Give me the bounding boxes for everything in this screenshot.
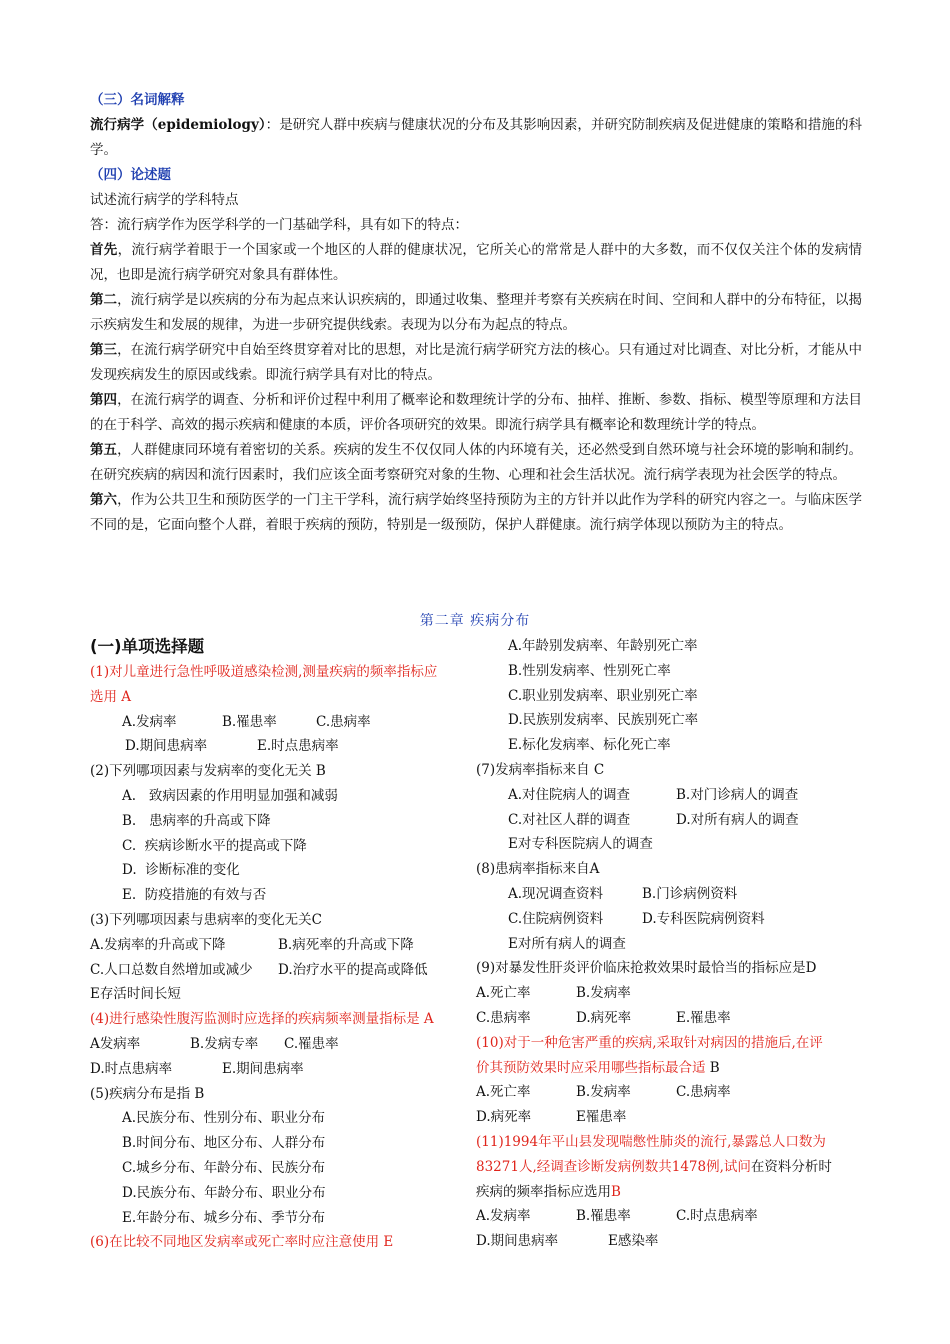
essay-point xyxy=(90,288,862,338)
question-11-cont xyxy=(476,1155,868,1180)
option: E存活时间长短 xyxy=(90,986,181,1003)
option: B.性别发病率、性别死亡率 xyxy=(508,662,671,679)
option-row xyxy=(476,882,868,907)
chapter-title: 第二章 疾病分布 xyxy=(419,613,531,629)
option: E.期间患病率 xyxy=(222,1060,304,1077)
point-text: ，流行病学是以疾病的分布为起点来认识疾病的，即通过收集、整理并考察有关疾病在时间、空间和人群中的分布特征，以揭示疾病发生和发展的规律，为进一步研究提供线索。表现为以分布为起点的特点。 xyxy=(90,292,863,333)
option: C.职业别发病率、职业别死亡率 xyxy=(508,687,698,704)
option-row xyxy=(476,1080,868,1105)
option: C.时点患病率 xyxy=(676,1208,758,1225)
option: D.专科医院病例资料 xyxy=(642,910,765,927)
option: E感染率 xyxy=(608,1233,659,1250)
essay-point xyxy=(90,488,862,538)
point-label: 第二 xyxy=(90,292,118,308)
option: E. 防疫措施的有效与否 xyxy=(122,887,267,904)
option: E.年龄分布、城乡分布、季节分布 xyxy=(122,1209,326,1226)
option-row xyxy=(476,1229,868,1254)
question-11-text-plain: 疾病的频率指标应选用 xyxy=(476,1183,611,1200)
option-row xyxy=(90,958,475,983)
question-7: (7)发病率指标来自 C xyxy=(476,761,605,778)
essay-point xyxy=(90,388,862,438)
option: E.时点患病率 xyxy=(257,738,339,755)
option: C. 疾病诊断水平的提高或下降 xyxy=(122,837,307,854)
option: B.发病率 xyxy=(576,1084,631,1101)
point-text: ，人群健康同环境有着密切的关系。疾病的发生不仅仅同人体的内环境有关，还必然受到自然环境与社会环境的影响和制约。在研究疾病的病因和流行因素时，我们应该全面考察研究对象的生物、心理和社会生活状况。流行病学表现为社会医学的特点。 xyxy=(90,442,863,483)
option-row xyxy=(476,1006,868,1031)
option: B.发病率 xyxy=(576,985,631,1002)
option: D. 诊断标准的变化 xyxy=(122,862,240,879)
option-row xyxy=(476,808,868,833)
section-title-terms: （三）名词解释 xyxy=(90,92,185,108)
point-text: ，在流行病学研究中自始至终贯穿着对比的思想，对比是流行病学研究方法的核心。只有通过对比调查、对比分析，才能从中发现疾病发生的原因或线索。即流行病学具有对比的特点。 xyxy=(90,342,863,383)
question-1: (1)对儿童进行急性呼吸道感染检测,测量疾病的频率指标应 xyxy=(90,664,438,680)
question-4: (4)进行感染性腹泻监测时应选择的疾病频率测量指标是 A xyxy=(90,1011,434,1028)
option: D.病死率 xyxy=(576,1009,632,1026)
question-10: (10)对于一种危害严重的疾病,采取针对病因的措施后,在评 xyxy=(476,1034,823,1051)
option: B. 患病率的升高或下降 xyxy=(122,812,271,829)
essay-point xyxy=(90,338,862,388)
point-label: 第四 xyxy=(90,392,118,408)
mcq-heading: (一)单项选择题 xyxy=(90,637,205,656)
option: B.对门诊病人的调查 xyxy=(676,786,799,803)
option: E对专科医院病人的调查 xyxy=(508,836,653,853)
option: C.患病率 xyxy=(676,1084,731,1101)
option-row xyxy=(90,933,475,958)
option: D.民族分布、年龄分布、职业分布 xyxy=(122,1184,326,1201)
option: B.时间分布、地区分布、人群分布 xyxy=(122,1135,326,1152)
term-def: ：是研究人群中疾病与健康状况的分布及其影响因素，并研究防制疾病及促进健康的策略和措施的科学。 xyxy=(90,117,862,158)
option-row xyxy=(476,783,868,808)
question-8: (8)患病率指标来自A xyxy=(476,861,600,878)
option: B.病死率的升高或下降 xyxy=(278,936,414,953)
essay-point xyxy=(90,438,862,488)
option: C.对社区人群的调查 xyxy=(508,811,631,828)
option-row xyxy=(90,710,475,735)
point-text: ，在流行病学的调查、分析和评价过程中利用了概率论和数理统计学的分布、抽样、推断、参数、指标、模型等原理和方法目的在于科学、高效的揭示疾病和健康的本质，评价各项研究的效果。即流行病学具有概率论和数理统计学的特点。 xyxy=(90,392,863,433)
option-row xyxy=(90,734,475,759)
question-11: (11)1994年平山县发现喘憋性肺炎的流行,暴露总人口数为 xyxy=(476,1133,826,1150)
term-label: 流行病学（epidemiology） xyxy=(90,117,266,133)
option-row xyxy=(90,1057,475,1082)
question-2: (2)下列哪项因素与发病率的变化无关 B xyxy=(90,763,326,780)
option: C.罹患率 xyxy=(284,1035,339,1052)
question-6: (6)在比较不同地区发病率或死亡率时应注意使用 E xyxy=(90,1234,394,1251)
option: E.标化发病率、标化死亡率 xyxy=(508,737,671,754)
essay-intro: 答：流行病学作为医学科学的一门基础学科，具有如下的特点： xyxy=(90,217,468,233)
option: B.罹患率 xyxy=(222,713,277,730)
option: E对所有病人的调查 xyxy=(508,935,626,952)
question-10-cont xyxy=(476,1056,868,1081)
question-11-text: 83271人,经调查诊断发病例数共1478例,试问 xyxy=(476,1158,751,1175)
option-row xyxy=(476,907,868,932)
option-row xyxy=(476,981,868,1006)
point-label: 第六 xyxy=(90,492,118,508)
option: A. 致病因素的作用明显加强和减弱 xyxy=(122,787,338,804)
option: E罹患率 xyxy=(576,1109,627,1126)
option: D.对所有病人的调查 xyxy=(676,811,799,828)
option: A.发病率 xyxy=(476,1208,531,1225)
option: E.罹患率 xyxy=(676,1009,731,1026)
option: A.发病率的升高或下降 xyxy=(90,936,226,953)
option: C.城乡分布、年龄分布、民族分布 xyxy=(122,1159,326,1176)
option-row xyxy=(476,1105,868,1130)
question-9: (9)对暴发性肝炎评价临床抢救效果时最恰当的指标应是D xyxy=(476,960,817,977)
upper-text-block xyxy=(90,88,862,538)
option: B.罹患率 xyxy=(576,1208,631,1225)
question-5: (5)疾病分布是指 B xyxy=(90,1085,205,1102)
point-text: ，作为公共卫生和预防医学的一门主干学科，流行病学始终坚持预防为主的方针并以此作为学科的研究内容之一。与临床医学不同的是，它面向整个人群，着眼于疾病的预防，特别是一级预防，保护人群健康。流行病学体现以预防为主的特点。 xyxy=(90,492,863,533)
option: A.死亡率 xyxy=(476,1084,531,1101)
option: A发病率 xyxy=(90,1035,141,1052)
option: D.民族别发病率、民族别死亡率 xyxy=(508,712,699,729)
option: C.患病率 xyxy=(316,713,371,730)
option: B.门诊病例资料 xyxy=(642,885,738,902)
option: C.患病率 xyxy=(476,1009,531,1026)
option-row xyxy=(476,1204,868,1229)
option: C.人口总数自然增加或减少 xyxy=(90,961,253,978)
option: D.时点患病率 xyxy=(90,1060,173,1077)
question-11-cont xyxy=(476,1180,868,1205)
point-label: 第三 xyxy=(90,342,118,358)
option: C.住院病例资料 xyxy=(508,910,604,927)
essay-question: 试述流行病学的学科特点 xyxy=(90,192,239,208)
essay-point xyxy=(90,238,862,288)
option: D.期间患病率 xyxy=(125,738,208,755)
option: A.死亡率 xyxy=(476,985,531,1002)
option: B.发病专率 xyxy=(190,1035,259,1052)
option: A.现况调查资料 xyxy=(508,885,604,902)
question-1-cont: 选用 A xyxy=(90,688,132,705)
option: A.对住院病人的调查 xyxy=(508,786,631,803)
option: A.年龄别发病率、年龄别死亡率 xyxy=(508,638,698,654)
left-column xyxy=(90,634,475,1255)
option: A.发病率 xyxy=(122,713,177,730)
question-11-text-plain: 在资料分析时 xyxy=(750,1158,832,1175)
question-3: (3)下列哪项因素与患病率的变化无关C xyxy=(90,911,322,928)
answer-letter: B xyxy=(705,1059,720,1076)
point-label: 第五 xyxy=(90,442,118,458)
point-label: 首先 xyxy=(90,242,118,258)
question-10-text: 价其预防效果时应采用哪些指标最合适 xyxy=(476,1059,706,1076)
right-column xyxy=(476,634,868,1254)
point-text: ，流行病学着眼于一个国家或一个地区的人群的健康状况，它所关心的常常是人群中的大多数，而不仅仅关注个体的发病情况，也即是流行病学研究对象具有群体性。 xyxy=(90,242,863,283)
answer-letter: B xyxy=(611,1183,621,1200)
option: A.民族分布、性别分布、职业分布 xyxy=(122,1110,326,1127)
term-definition xyxy=(90,113,862,163)
option: D.治疗水平的提高或降低 xyxy=(278,961,428,978)
option: D.期间患病率 xyxy=(476,1233,559,1250)
section-title-essay: （四）论述题 xyxy=(90,167,171,183)
option: D.病死率 xyxy=(476,1109,532,1126)
option-row xyxy=(90,1032,475,1057)
